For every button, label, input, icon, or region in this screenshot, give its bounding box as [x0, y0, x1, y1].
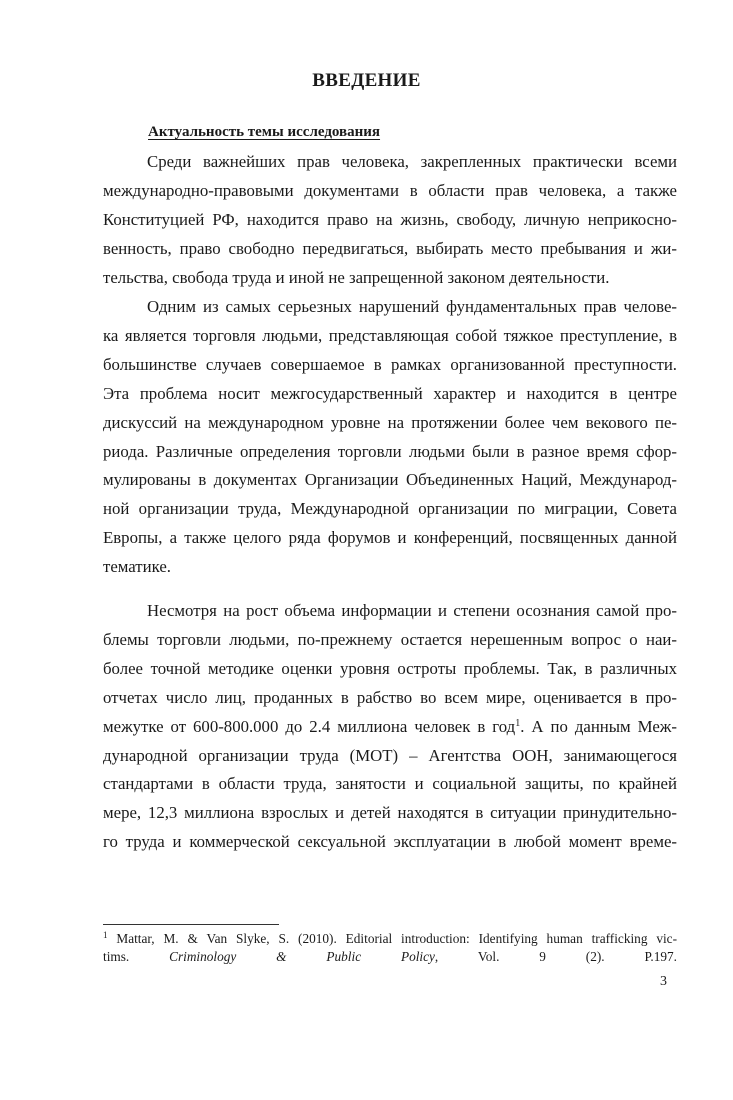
- paragraph-line: большинстве случаев совершаемое в рамках организованной преступности.: [103, 354, 677, 374]
- paragraph-line: блемы торговли людьми, по-прежнему остается нерешенным вопрос о наи-: [103, 629, 677, 649]
- footnote-text-prefix: tims.: [103, 949, 170, 964]
- paragraph-line: Конституцией РФ, находится право на жизнь, свободу, личную неприкосно-: [103, 209, 677, 229]
- paragraph-line: го труда и коммерческой сексуальной эксплуатации в любой момент време-: [103, 832, 677, 852]
- footnote: [103, 930, 677, 966]
- footnote-text: Mattar, M. & Van Slyke, S. (2010). Editorial introduction: Identifying human trafficking vic-: [116, 931, 678, 946]
- paragraph-line: Несмотря на рост объема информации и степени осознания самой про-: [147, 601, 677, 620]
- footnote-divider: [103, 924, 279, 925]
- page-title: ВВЕДЕНИЕ: [312, 70, 421, 91]
- paragraph-line: мере, 12,3 миллиона взрослых и детей находятся в ситуации принудительно-: [103, 803, 677, 823]
- paragraph-2: [103, 293, 677, 582]
- paragraph-line: международно-правовыми документами в области прав человека, а также: [103, 180, 677, 200]
- paragraph-line: дународной организации труда (МОТ) – Агентства ООН, занимающегося: [103, 745, 677, 765]
- footnote-line-2: [103, 948, 677, 966]
- paragraph-line: Одним из самых серьезных нарушений фундаментальных прав челове-: [147, 297, 677, 316]
- paragraph-line: более точной методике оценки уровня остроты проблемы. Так, в различных: [103, 658, 677, 678]
- footnote-journal: Criminology & Public Policy: [169, 949, 435, 964]
- paragraph-3: [103, 597, 677, 857]
- page-number: 3: [660, 974, 667, 989]
- paragraph-line: мулированы в документах Организации Объединенных Наций, Международ-: [103, 470, 677, 490]
- section-heading: Актуальность темы исследования: [148, 124, 381, 140]
- paragraph-line: риода. Различные определения торговли людьми были в разное время сфор-: [103, 441, 677, 461]
- paragraph-line: венность, право свободно передвигаться, выбирать место пребывания и жи-: [103, 238, 677, 258]
- paragraph-line: дискуссий на международном уровне на протяжении более чем векового пе-: [103, 412, 677, 432]
- paragraph-line: тельства, свобода труда и иной не запрещенной законом деятельности.: [103, 267, 610, 287]
- paragraph-line: отчетах число лиц, проданных в рабство во всем мире, оценивается в про-: [103, 687, 677, 707]
- paragraph-line: Среди важнейших прав человека, закрепленных практически всеми: [147, 152, 677, 171]
- footnote-text-suffix: , Vol. 9 (2). P.197.: [434, 949, 677, 964]
- footnote-line-1: [103, 930, 677, 948]
- paragraph-line: Европы, а также целого ряда форумов и конференций, посвященных данной: [103, 528, 677, 548]
- paragraph-line: Эта проблема носит межгосударственный характер и находится в центре: [103, 383, 677, 403]
- footnote-reference[interactable]: 1: [515, 717, 521, 729]
- paragraph-line: стандартами в области труда, занятости и социальной защиты, по крайней: [103, 774, 677, 794]
- paragraph-line-with-footnote-ref: [103, 713, 677, 742]
- paragraph-line: ка является торговля людьми, представляющая собой тяжкое преступление, в: [103, 325, 677, 345]
- paragraph-line-tail: . А по данным Меж-: [520, 716, 677, 736]
- paragraph-line-text: межутке от 600-800.000 до 2.4 миллиона человек в год: [103, 716, 516, 736]
- footnote-marker: 1: [103, 930, 108, 940]
- paragraph-line: ной организации труда, Международной организации по миграции, Совета: [103, 499, 677, 519]
- paragraph-1: [103, 148, 677, 293]
- paragraph-line: тематике.: [103, 557, 171, 577]
